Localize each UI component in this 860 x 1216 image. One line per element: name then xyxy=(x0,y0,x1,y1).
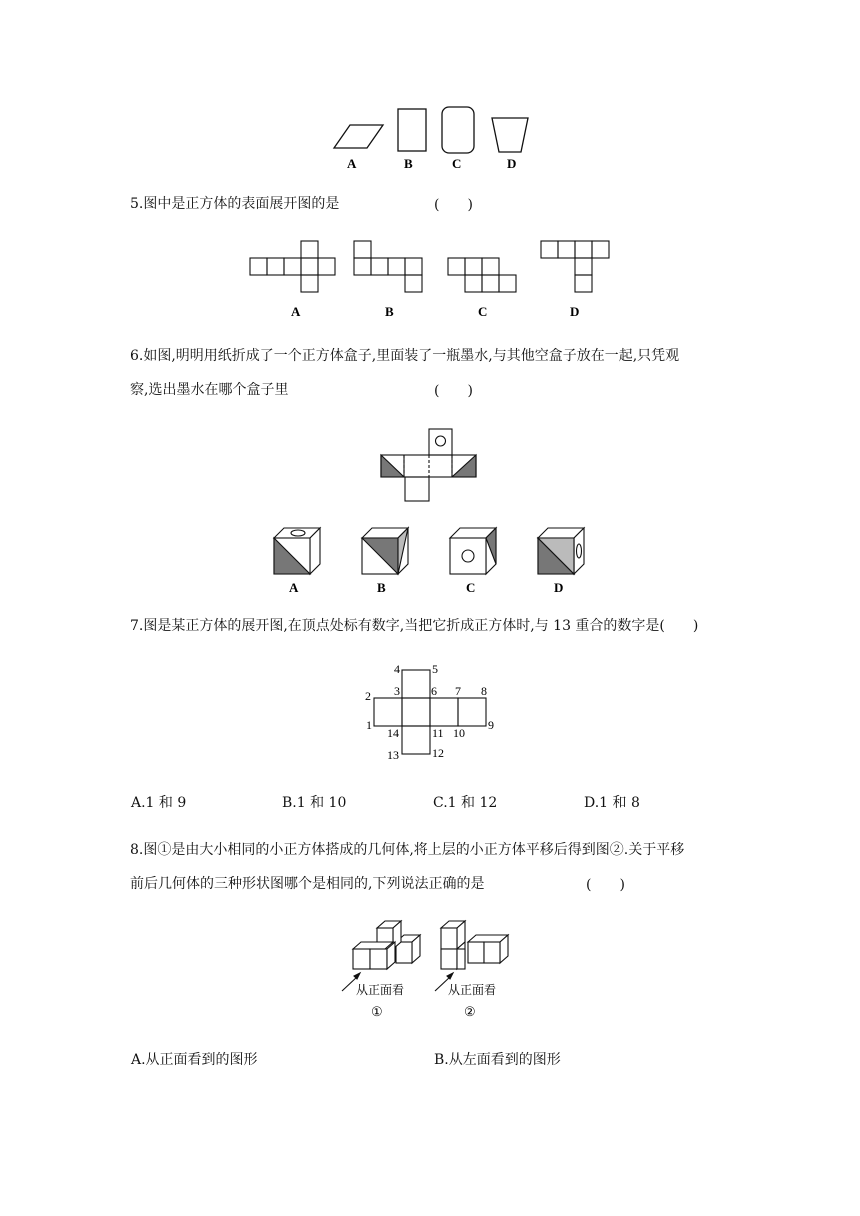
q4-label-d: D xyxy=(507,156,517,171)
vertex-5: 5 xyxy=(432,662,438,676)
vertex-2: 2 xyxy=(365,689,371,703)
q8-option-b[interactable]: B.从左面看到的图形 xyxy=(434,1052,561,1068)
cube-b xyxy=(362,528,408,574)
vertex-3: 3 xyxy=(394,684,400,698)
vertex-1: 1 xyxy=(366,718,372,732)
q4-shapes-figure xyxy=(320,100,540,175)
question-6-line-2: 察,选出墨水在哪个盒子里 xyxy=(130,382,289,398)
question-5-text: 5.图中是正方体的表面展开图的是 xyxy=(130,196,340,212)
q4-label-b: B xyxy=(404,156,413,171)
q6-option-cubes xyxy=(262,520,602,598)
q4-label-a: A xyxy=(347,156,357,171)
q7-option-d[interactable]: D.1 和 8 xyxy=(584,795,640,811)
question-8-line-1: 8.图①是由大小相同的小正方体搭成的几何体,将上层的小正方体平移后得到图②.关于平移 xyxy=(130,842,685,858)
q7-cube-net xyxy=(360,658,500,770)
q5-label-d: D xyxy=(570,304,580,319)
trapezoid-shape xyxy=(492,118,528,152)
vertex-13: 13 xyxy=(387,748,399,762)
q7-option-c[interactable]: C.1 和 12 xyxy=(433,795,498,811)
q8-fig-label-2: ② xyxy=(464,1004,476,1019)
q6-label-b: B xyxy=(377,580,386,595)
question-5-answer-blank: ( ) xyxy=(434,197,473,213)
question-8-line-2: 前后几何体的三种形状图哪个是相同的,下列说法正确的是 xyxy=(130,876,485,892)
vertex-7: 7 xyxy=(455,684,461,698)
rounded-rectangle-shape xyxy=(442,107,474,153)
q8-caption-1: 从正面看 xyxy=(356,983,405,997)
cube-c xyxy=(450,528,496,574)
question-6-line-1: 6.如图,明明用纸折成了一个正方体盒子,里面装了一瓶墨水,与其他空盒子放在一起,只凭观 xyxy=(130,348,680,364)
q8-fig-label-1: ① xyxy=(371,1004,383,1019)
question-7-text: 7.图是某正方体的展开图,在顶点处标有数字,当把它折成正方体时,与 13 重合的数字是( ) xyxy=(130,618,699,634)
rectangle-shape xyxy=(398,109,426,151)
q6-cube-net xyxy=(375,425,485,507)
q8-option-a[interactable]: A.从正面看到的图形 xyxy=(131,1052,258,1068)
q5-label-c: C xyxy=(478,304,488,319)
vertex-6: 6 xyxy=(431,684,437,698)
q7-option-a[interactable]: A.1 和 9 xyxy=(131,795,187,811)
cube-a xyxy=(274,528,320,574)
cube-d xyxy=(538,528,584,574)
figure-1-solid xyxy=(353,921,420,969)
vertex-9: 9 xyxy=(488,718,494,732)
vertex-10: 10 xyxy=(453,726,465,740)
figure-2-solid xyxy=(441,921,508,969)
question-6-answer-blank: ( ) xyxy=(434,383,473,399)
q8-figures xyxy=(340,916,530,1024)
question-8-answer-blank: ( ) xyxy=(586,877,625,893)
q6-label-a: A xyxy=(289,580,299,595)
q5-label-a: A xyxy=(291,304,301,319)
q5-nets-figure xyxy=(240,230,620,325)
q6-label-d: D xyxy=(554,580,564,595)
q6-label-c: C xyxy=(466,580,476,595)
vertex-14: 14 xyxy=(387,726,399,740)
vertex-4: 4 xyxy=(394,662,400,676)
q8-caption-2: 从正面看 xyxy=(448,983,497,997)
q5-label-b: B xyxy=(385,304,394,319)
vertex-8: 8 xyxy=(481,684,487,698)
parallelogram-shape xyxy=(334,125,383,148)
vertex-12: 12 xyxy=(432,746,444,760)
q7-option-b[interactable]: B.1 和 10 xyxy=(282,795,347,811)
vertex-11: 11 xyxy=(432,726,444,740)
q4-label-c: C xyxy=(452,156,462,171)
